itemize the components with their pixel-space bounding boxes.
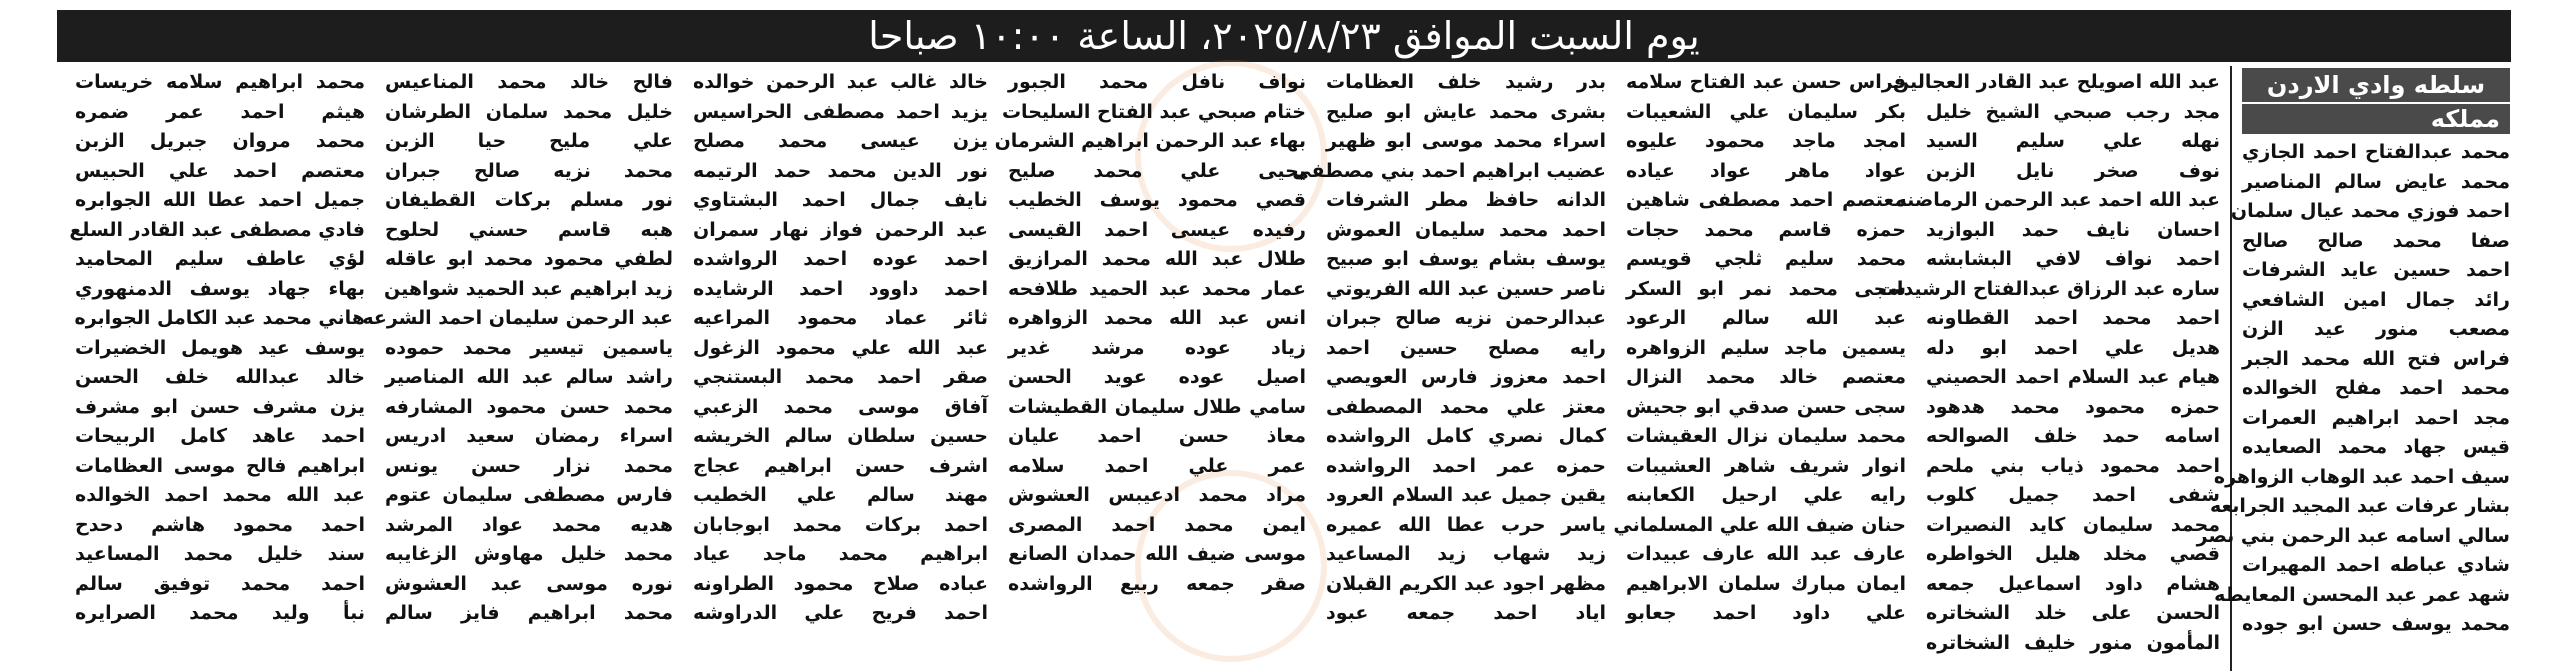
name-entry: هيثم احمد عمر ضمره bbox=[75, 100, 365, 123]
name-entry: احمد عاهد كامل الربيحات bbox=[75, 425, 365, 447]
name-entry: اشرف حسن ابراهيم عجاج bbox=[693, 454, 988, 477]
column-8 bbox=[65, 66, 375, 671]
name-entry: عبد الله اصويلح عبد القادر العجالين bbox=[1892, 71, 2220, 93]
name-entry: لؤي عاطف سليم المحاميد bbox=[75, 248, 365, 270]
name-entry: محمد نزار حسن يونس bbox=[385, 454, 673, 477]
name-entry: الحسن على خلد الشخاتره bbox=[1926, 602, 2220, 624]
name-entry: يقين جميل عبد السلام العرود bbox=[1326, 484, 1606, 506]
name-entry: هبه قاسم حسني لحلوح bbox=[385, 218, 673, 241]
name-entry: سامي طلال سليمان القطيشات bbox=[1008, 395, 1306, 418]
name-entry: اسراء محمد موسى ابو ظهير bbox=[1326, 130, 1606, 152]
name-entry: صقر جمعه ربيع الرواشده bbox=[1008, 572, 1306, 595]
name-entry: ياسمين تيسير محمد حموده bbox=[385, 336, 673, 359]
name-entry: احمد فوزي محمد عيال سلمان bbox=[2230, 200, 2510, 222]
name-entry: سند خليل محمد المساعيد bbox=[75, 543, 365, 565]
name-entry: شادي عباطه احمد المهيرات bbox=[2242, 554, 2510, 576]
name-entry: جميل احمد عطا الله الجوابره bbox=[75, 189, 365, 211]
name-entry: ثائر عماد محمود المراعيه bbox=[693, 307, 988, 329]
name-entry: حسين سلطان سالم الخريشه bbox=[693, 425, 988, 447]
column-1 bbox=[2196, 66, 2520, 671]
name-entry: الدانه حافظ مطر الشرفات bbox=[1326, 189, 1606, 211]
name-columns bbox=[40, 66, 2520, 671]
name-entry: مصعب منور عيد الزن bbox=[2242, 318, 2510, 340]
name-entry: خالد عبدالله خلف الحسن bbox=[75, 366, 365, 388]
name-entry: اصيل عوده عويد الحسن bbox=[1008, 366, 1306, 388]
name-entry: فارس مصطفى سليمان عتوم bbox=[385, 484, 673, 506]
name-entry: بهاء جهاد يوسف الدمنهوري bbox=[75, 277, 365, 300]
name-entry: لطفي محمود محمد ابو عاقله bbox=[385, 248, 673, 270]
name-entry: معتصم احمد علي الحبيس bbox=[75, 159, 365, 182]
name-entry: نور الدين محمد حمد الرتيمه bbox=[693, 159, 988, 182]
name-entry: نواف نافل محمد الجبور bbox=[1008, 71, 1306, 93]
name-entry: انس عبد الله محمد الزواهره bbox=[1008, 307, 1306, 329]
name-entry: عضيب ابراهيم احمد بني مصطفى bbox=[1292, 159, 1606, 182]
name-entry: اسامه حمد خلف الصوالحه bbox=[1926, 425, 2220, 447]
date-header: يوم السبت الموافق ٢٠٢٥/٨/٢٣، الساعة ١٠:٠٠ صباحا bbox=[57, 10, 2511, 62]
name-entry: يزن عيسى محمد مصلح bbox=[693, 130, 988, 152]
name-entry: محمد ابراهيم فايز سالم bbox=[385, 602, 673, 624]
name-entry: رائد جمال امين الشافعي bbox=[2242, 288, 2510, 311]
name-entry: يزن مشرف حسن ابو مشرف bbox=[75, 395, 365, 418]
name-entry: عبد الله علي محمود الزغول bbox=[693, 336, 988, 359]
name-entry: احمد محمود هاشم دحدح bbox=[75, 513, 365, 536]
name-entry: احمد نواف لافي البشابشه bbox=[1926, 248, 2220, 270]
name-entry: علي داود احمد جعابو bbox=[1626, 602, 1906, 624]
name-entry: علي مليح حيا الزبن bbox=[385, 130, 673, 152]
column-3 bbox=[1613, 66, 1916, 671]
name-entry: بشار عرفات عبد المجيد الجرابعه bbox=[2209, 495, 2510, 517]
name-entry: ياسر حرب عطا الله عميره bbox=[1326, 513, 1606, 536]
name-entry: يزيد احمد مصطفى الحراسيس bbox=[693, 100, 988, 123]
name-entry: معتصم خالد محمد النزال bbox=[1626, 366, 1906, 388]
name-entry: ابراهيم فالح موسى العظامات bbox=[75, 454, 365, 477]
name-entry: محمد عبدالفتاح احمد الجازي bbox=[2242, 141, 2510, 163]
name-entry: عمر علي احمد سلامه bbox=[1008, 454, 1306, 477]
name-entry: ساره عبد الرزاق عبدالفتاح الرشيدات bbox=[1877, 277, 2220, 300]
name-entry: محمد سليمان كايد النصيرات bbox=[1926, 513, 2220, 536]
name-entry: معتز علي محمد المصطفى bbox=[1326, 395, 1606, 418]
name-entry: آفاق موسى محمد الزعبي bbox=[693, 395, 988, 418]
name-entry: احمد حسين عايد الشرفات bbox=[2242, 259, 2510, 281]
name-entry: محمد حسن محمود المشارفه bbox=[385, 395, 673, 418]
name-entry: فالح خالد محمد المناعيس bbox=[385, 71, 673, 93]
name-entry: مهند سالم علي الخطيب bbox=[693, 484, 988, 506]
name-entry: عباده صلاح محمود الطراونه bbox=[693, 572, 988, 595]
name-entry: بكر سليمان علي الشعيبات bbox=[1626, 100, 1906, 123]
name-entry: شهد عمر عبد المحسن المعايطه bbox=[2214, 583, 2510, 606]
column-4 bbox=[1292, 66, 1616, 671]
name-entry: اياد احمد جمعه عبود bbox=[1326, 602, 1606, 624]
name-entry: محمد عايض سالم المناصير bbox=[2242, 170, 2510, 193]
name-entry: راشد سالم عبد الله المناصير bbox=[385, 366, 673, 388]
name-entry: امجد ماجد محمود عليوه bbox=[1626, 130, 1906, 152]
name-entry: مظهر اجود عبد الكريم القبلان bbox=[1326, 572, 1606, 595]
name-entry: بهاء عبد الرحمن ابراهيم الشرمان bbox=[994, 130, 1306, 152]
name-entry: سجى محمد نمر ابو السكر bbox=[1626, 277, 1906, 300]
name-entry: نوره موسى عبد العشوش bbox=[385, 572, 673, 595]
name-entry: نوف صخر نايل الزبن bbox=[1926, 159, 2220, 182]
name-entry: احمد محمود ذياب بني ملحم bbox=[1926, 454, 2220, 477]
name-entry: قصي محمود يوسف الخطيب bbox=[1008, 189, 1306, 211]
name-entry: احمد عوده احمد الرواشده bbox=[693, 248, 988, 270]
name-entry: محمد مروان جبريل الزبن bbox=[75, 130, 365, 152]
name-entry: هشام داود اسماعيل جمعه bbox=[1926, 572, 2220, 595]
name-entry: يوسف عيد هويمل الخضيرات bbox=[75, 336, 365, 359]
name-entry: سيف احمد عبد الوهاب الزواهره bbox=[2213, 465, 2510, 488]
name-entry: محمد خليل مهاوش الزغايبه bbox=[385, 543, 673, 565]
name-entry: صفا محمد صالح صالح bbox=[2242, 229, 2510, 252]
name-entry: رايه مصلح حسين احمد bbox=[1326, 336, 1606, 359]
name-entry: حنان ضيف الله علي المسلماني bbox=[1613, 513, 1906, 536]
column-2 bbox=[1877, 66, 2230, 671]
name-entry: عواد ماهر عواد عياده bbox=[1626, 159, 1906, 182]
name-entry: المأمون منور خليف الشخاتره bbox=[1926, 631, 2220, 654]
name-entry: بدر رشيد خلف العظامات bbox=[1326, 71, 1606, 93]
name-entry: احمد محمد توفيق سالم bbox=[75, 572, 365, 595]
name-entry: قصي مخلد هليل الخواطره bbox=[1926, 543, 2220, 565]
name-entry: هيام عبد السلام احمد الحصيني bbox=[1926, 366, 2220, 388]
name-entry: احمد معزوز فارس العويصي bbox=[1326, 366, 1606, 388]
name-entry: عبد الرحمن سليمان احمد الشرعه bbox=[362, 307, 673, 329]
name-entry: احمد داوود احمد الرشايده bbox=[693, 277, 988, 300]
name-entry: عبد الله احمد عبد الرحمن الرماضنه bbox=[1895, 189, 2220, 211]
name-entry: زيد ابراهيم عبد الحميد شواهين bbox=[384, 277, 673, 300]
name-entry: كمال نصري كامل الرواشده bbox=[1326, 425, 1606, 447]
name-entry: احمد بركات محمد ابوجابان bbox=[693, 513, 988, 536]
name-entry: قيس جهاد محمد الصعايده bbox=[2242, 436, 2510, 458]
name-entry: انوار شريف شاهر العشيبات bbox=[1626, 454, 1906, 477]
name-entry: رايه علي ارحيل الكعابنه bbox=[1626, 484, 1906, 506]
name-entry: يحيى علي محمد صليح bbox=[1008, 159, 1306, 182]
name-entry: سالي اسامه عبد الرحمن بني نصر bbox=[2196, 524, 2510, 547]
name-entry: يوسف بشام يوسف ابو صبيح bbox=[1326, 248, 1606, 270]
name-entry: محمد سليمان نزال العقيشات bbox=[1626, 425, 1906, 447]
name-entry: محمد احمد مفلح الخوالده bbox=[2242, 377, 2510, 399]
name-entry: زيد شهاب زيد المساعيد bbox=[1326, 543, 1606, 565]
name-entry: ابراهيم محمد ماجد عياد bbox=[693, 543, 988, 565]
name-entry: مجد احمد ابراهيم العمرات bbox=[2242, 406, 2510, 429]
name-entry: مجد رجب صبحي الشيخ خليل bbox=[1926, 100, 2220, 123]
name-entry: يسمين ماجد سليم الزواهره bbox=[1626, 336, 1906, 359]
name-entry: نور مسلم بركات القطيفان bbox=[385, 189, 673, 211]
name-entry: اسراء رمضان سعيد ادريس bbox=[385, 425, 673, 447]
name-entry: هديه محمد عواد المرشد bbox=[385, 513, 673, 536]
name-entry: ختام صبحي عبد الفتاح السليحات bbox=[1001, 100, 1306, 123]
name-entry: محمد سليم ثلجي قويسم bbox=[1626, 248, 1906, 270]
name-entry: عارف عبد الله عارف عبيدات bbox=[1626, 543, 1906, 565]
name-entry: معاذ حسن احمد عليان bbox=[1008, 425, 1306, 447]
name-entry: طلال عبد الله محمد المرازيق bbox=[1008, 248, 1306, 270]
name-entry: سجى حسن صدقي ابو جحيش bbox=[1626, 395, 1906, 418]
name-entry: عبد الله محمد احمد الخوالده bbox=[75, 484, 365, 506]
column-6 bbox=[683, 66, 998, 671]
section-subtitle: مملكه bbox=[2242, 104, 2510, 134]
name-entry: زياد عوده مرشد غدير bbox=[1008, 336, 1306, 359]
name-entry: خليل محمد سلمان الطرشان bbox=[385, 100, 673, 123]
name-entry: حمزه محمود محمد هدهود bbox=[1926, 395, 2220, 418]
name-entry: محمد يوسف حسن ابو جوده bbox=[2242, 613, 2510, 635]
name-entry: احسان نايف حمد البوازيد bbox=[1926, 218, 2220, 241]
name-entry: هاني محمد عبد الكامل الجوابره bbox=[74, 307, 365, 329]
column-5 bbox=[994, 66, 1316, 671]
name-entry: صقر احمد محمد البستنجي bbox=[693, 366, 988, 388]
name-entry: حمزه عمر احمد الرواشده bbox=[1326, 454, 1606, 477]
name-entry: احمد فريح علي الدراوشه bbox=[693, 602, 988, 624]
name-entry: عمار محمد عبد الحميد طلافحه bbox=[1008, 277, 1306, 300]
name-entry: نبأ وليد محمد الصرايره bbox=[75, 602, 365, 624]
name-entry: عبد الله سالم الرعود bbox=[1626, 307, 1906, 329]
section-title: سلطه وادي الاردن bbox=[2242, 68, 2510, 102]
name-entry: فراس حسن عبد الفتاح سلامه bbox=[1626, 71, 1906, 93]
name-entry: ايمن محمد احمد المصرى bbox=[1008, 513, 1306, 536]
name-entry: نايف جمال احمد البشتاوي bbox=[693, 189, 988, 211]
name-entry: احمد محمد سليمان العموش bbox=[1326, 218, 1606, 241]
name-entry: حمزه قاسم محمد حجات bbox=[1626, 218, 1906, 241]
name-entry: عبد الرحمن فواز نهار سمران bbox=[693, 218, 988, 241]
name-entry: مراد محمد ادعيبس العشوش bbox=[1008, 484, 1306, 506]
name-entry: شفى احمد جميل كلوب bbox=[1926, 484, 2220, 506]
name-entry: ايمان مبارك سلمان الابراهيم bbox=[1626, 572, 1906, 595]
name-entry: ناصر حسين عبد الله الفريوتي bbox=[1326, 277, 1606, 300]
name-entry: محمد نزيه صالح جبران bbox=[385, 159, 673, 182]
name-entry: بشرى محمد عايش ابو صليح bbox=[1326, 100, 1606, 123]
name-entry: نهله علي سليم السيد bbox=[1926, 130, 2220, 152]
name-entry: عبدالرحمن نزيه صالح جبران bbox=[1326, 307, 1606, 329]
name-entry: فادي مصطفى عبد القادر السلع bbox=[69, 218, 365, 241]
name-entry: محمد ابراهيم سلامه خريسات bbox=[75, 71, 365, 93]
name-entry: فراس فتح الله محمد الجبر bbox=[2242, 347, 2510, 370]
name-entry: موسى ضيف الله حمدان الصانع bbox=[1008, 543, 1306, 565]
name-entry: خالد غالب عبد الرحمن خوالده bbox=[693, 71, 988, 93]
name-entry: معتصم احمد مصطفى شاهين bbox=[1626, 189, 1906, 211]
name-entry: هديل علي احمد ابو دله bbox=[1926, 336, 2220, 359]
name-entry: رفيده عيسى احمد القيسى bbox=[1008, 218, 1306, 241]
name-entry: احمد محمد احمد القطاونه bbox=[1926, 307, 2220, 329]
column-7 bbox=[362, 66, 683, 671]
